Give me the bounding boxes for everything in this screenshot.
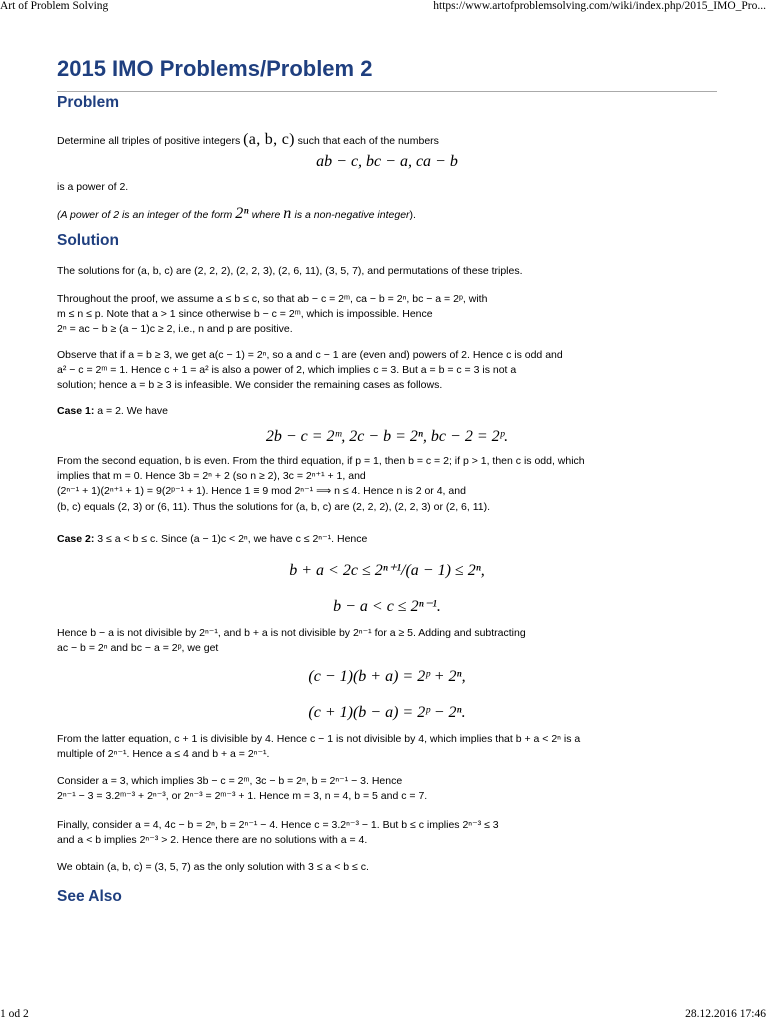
case-2-paragraph-3 [57,774,717,804]
conclusion: We obtain (a, b, c) = (3, 5, 7) as the only solution with 3 ≤ a < b ≤ c. [57,861,369,873]
case-2-intro [57,532,717,547]
article [57,56,717,905]
text-line: m ≤ n ≤ p. Note that a > 1 since otherwise b − c = 2ᵐ, which is impossible. Hence [57,308,433,321]
note-math: 2ⁿ [235,205,249,222]
note-math: n [283,205,292,222]
text-line: From the latter equation, c + 1 is divisible by 4. Hence c − 1 is not divisible by 4, which implies that b + a < 2ⁿ is a [57,733,581,745]
case-1-intro [57,404,717,419]
problem-text: such that each of the numbers [297,135,439,147]
problem-display-equation: ab − c, bc − a, ca − b [316,153,458,170]
problem-heading: Problem [57,94,120,111]
note-text: (A power of 2 is an integer of the form [57,209,233,221]
case-2-paragraph-1 [57,626,717,656]
case-2-display-1: b + a < 2c ≤ 2ⁿ⁺¹/(a − 1) ≤ 2ⁿ, [289,562,485,579]
text-line: a² − c = 2ᵐ = 1. Hence c + 1 = a² is also a power of 2, which implies c = 3. But a = b = c = 3 is not a [57,364,517,377]
case-2-label: Case 2: [57,533,95,545]
note-text: where [251,209,281,221]
text-line: solution; hence a = b ≥ 3 is infeasible. We consider the remaining cases as follows. [57,379,443,392]
page-number: 1 od 2 [0,1008,29,1020]
text-line: 2ⁿ = ac − b ≥ (a − 1)c ≥ 2, i.e., n and p are positive. [57,323,293,336]
note-text: ). [409,209,416,221]
problem-text: Determine all triples of positive integers [57,135,241,147]
page-url[interactable]: https://www.artofproblemsolving.com/wiki/index.php/2015_IMO_Pro... [433,0,766,12]
text-line: From the second equation, b is even. From the third equation, if p = 1, then b = c = 2; if p > 1, then c is odd, which [57,455,585,467]
print-datetime: 28.12.2016 17:46 [685,1008,766,1020]
case-2-paragraph-4 [57,818,717,848]
text-line: Throughout the proof, we assume a ≤ b ≤ c, so that ab − c = 2ᵐ, ca − b = 2ⁿ, bc − a = 2ᵖ, with [57,293,488,305]
see-also-heading: See Also [57,888,122,905]
case-1-text: a = 2. We have [97,405,169,417]
text-line: (2ⁿ⁻¹ + 1)(2ⁿ⁺¹ + 1) = 9(2ᵖ⁻¹ + 1). Hence 1 ≡ 9 mod 2ⁿ⁻¹ ⟹ n ≤ 4. Hence n is 2 or 4, and [57,485,466,498]
solution-paragraph-3 [57,348,717,394]
text-line: Finally, consider a = 4, 4c − b = 2ⁿ, b = 2ⁿ⁻¹ − 4. Hence c = 3.2ⁿ⁻³ − 1. But b ≤ c implies 2ⁿ⁻³ ≤ 3 [57,819,499,831]
text-line: and a < b implies 2ⁿ⁻³ > 2. Hence there are no solutions with a = 4. [57,834,368,847]
print-header [0,0,768,14]
problem-text-power: is a power of 2. [57,181,129,193]
text-line: Consider a = 3, which implies 3b − c = 2ᵐ, 3c − b = 2ⁿ, b = 2ⁿ⁻¹ − 3. Hence [57,775,403,787]
case-2-display-2: b − a < c ≤ 2ⁿ⁻¹. [333,598,441,615]
text-line: 2ⁿ⁻¹ − 3 = 3.2ᵐ⁻³ + 2ⁿ⁻³, or 2ⁿ⁻³ = 2ᵐ⁻³ + 1. Hence m = 3, n = 4, b = 5 and c = 7. [57,790,428,803]
problem-statement-line [57,128,717,151]
text-line: multiple of 2ⁿ⁻¹. Hence a ≤ 4 and b + a = 2ⁿ⁻¹. [57,748,270,761]
text-line: (b, c) equals (2, 3) or (6, 11). Thus the solutions for (a, b, c) are (2, 2, 2), (2, 2, 3) or (2, 6, 11). [57,500,491,513]
site-name: Art of Problem Solving [0,0,109,12]
case-2-paragraph-2 [57,732,717,762]
solution-paragraph-1: The solutions for (a, b, c) are (2, 2, 2), (2, 2, 3), (2, 6, 11), (3, 5, 7), and permutations of these triples. [57,265,523,277]
text-line: Hence b − a is not divisible by 2ⁿ⁻¹, and b + a is not divisible by 2ⁿ⁻¹ for a ≥ 5. Adding and subtracting [57,627,526,639]
solution-heading: Solution [57,232,119,249]
note-text: is a non-negative integer [294,209,410,221]
case-2-text: 3 ≤ a < b ≤ c. Since (a − 1)c < 2ⁿ, we have c ≤ 2ⁿ⁻¹. Hence [97,533,368,545]
text-line: ac − b = 2ⁿ and bc − a = 2ᵖ, we get [57,642,219,655]
text-line: Observe that if a = b ≥ 3, we get a(c − 1) = 2ⁿ, so a and c − 1 are (even and) powers of 2. Hence c is odd and [57,349,563,361]
page-title: 2015 IMO Problems/Problem 2 [57,56,717,92]
text-line: implies that m = 0. Hence 3b = 2ⁿ + 2 (so n ≥ 2), 3c = 2ⁿ⁺¹ + 1, and [57,470,366,483]
case-2-display-4: (c + 1)(b − a) = 2ᵖ − 2ⁿ. [308,704,466,721]
problem-note [57,202,717,225]
problem-math: (a, b, c) [243,131,295,148]
case-1-display-equation: 2b − c = 2ᵐ, 2c − b = 2ⁿ, bc − 2 = 2ᵖ. [265,428,509,445]
print-footer [0,1008,768,1024]
solution-paragraph-2 [57,292,717,338]
case-2-display-3: (c − 1)(b + a) = 2ᵖ + 2ⁿ, [308,668,466,685]
case-1-label: Case 1: [57,405,95,417]
case-1-paragraph [57,454,717,515]
